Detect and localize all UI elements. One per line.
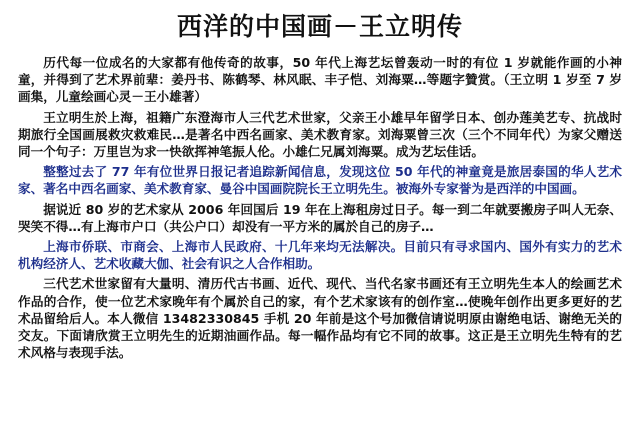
paragraph-6: 三代艺术世家留有大量明、清历代古书画、近代、现代、当代名家书画还有王立明先生本人的绘画艺术作品的合作，使一位艺术家晚年有个属於自己的家，有个艺术家该有的创作室…使晚年创作出更多更好的艺术品留给后人。本人微信 13482330845 手机 20 年前是这个号加微信请说明原由谢绝电话、谢绝无关的交友。下面请欣赏王立明先生的近期油画作品。每一幅作品均有它不同的故事。这正是王立明先生特有的艺术风格与表现手法。 [18, 276, 622, 361]
paragraph-1: 历代每一位成名的大家都有他传奇的故事，50 年代上海艺坛曾轰动一时的有位 1 岁就能作画的小神童，并得到了艺术界前辈：姜丹书、陈鹤琴、林风眠、丰子恺、刘海粟…等题字贊赏。（王立明 1 岁至 7 岁画集，儿童绘画心灵－王小雄著） [18, 55, 622, 105]
paragraph-2: 王立明生於上海，祖籍广东澄海市人三代艺术世家，父亲王小雄早年留学日本、创办莲美艺专、抗战时期旅行全国画展救灾救难民…是著名中西名画家、美术教育家。刘海粟曾三次（三个不同年代）为家父赠送同一个句子：万里岂为求一快欲挥神笔振人伦。小雄仁兄属刘海粟。成为艺坛佳话。 [18, 109, 622, 160]
paragraph-5: 上海市侨联、市商会、上海市人民政府、十几年来均无法解决。目前只有寻求国内、国外有实力的艺术机构经济人、艺术收藏大伽、社会有识之人合作相助。 [18, 239, 622, 272]
paragraph-3: 整整过去了 77 年有位世界日报记者追踪新闻信息，发现这位 50 年代的神童竟是旅居泰国的华人艺术家、著名中西名画家、美术教育家、曼谷中国画院院长王立明先生。被海外专家誉为是西洋的中国画。 [18, 164, 622, 197]
article-title: 西洋的中国画－王立明传 [176, 12, 463, 41]
paragraph-4: 据说近 80 岁的艺术家从 2006 年回国后 19 年在上海租房过日子。每一到二年就要搬房子叫人无奈、哭笑不得…有上海市户口（共公户口）却没有一平方米的属於自己的房子… [18, 201, 622, 234]
